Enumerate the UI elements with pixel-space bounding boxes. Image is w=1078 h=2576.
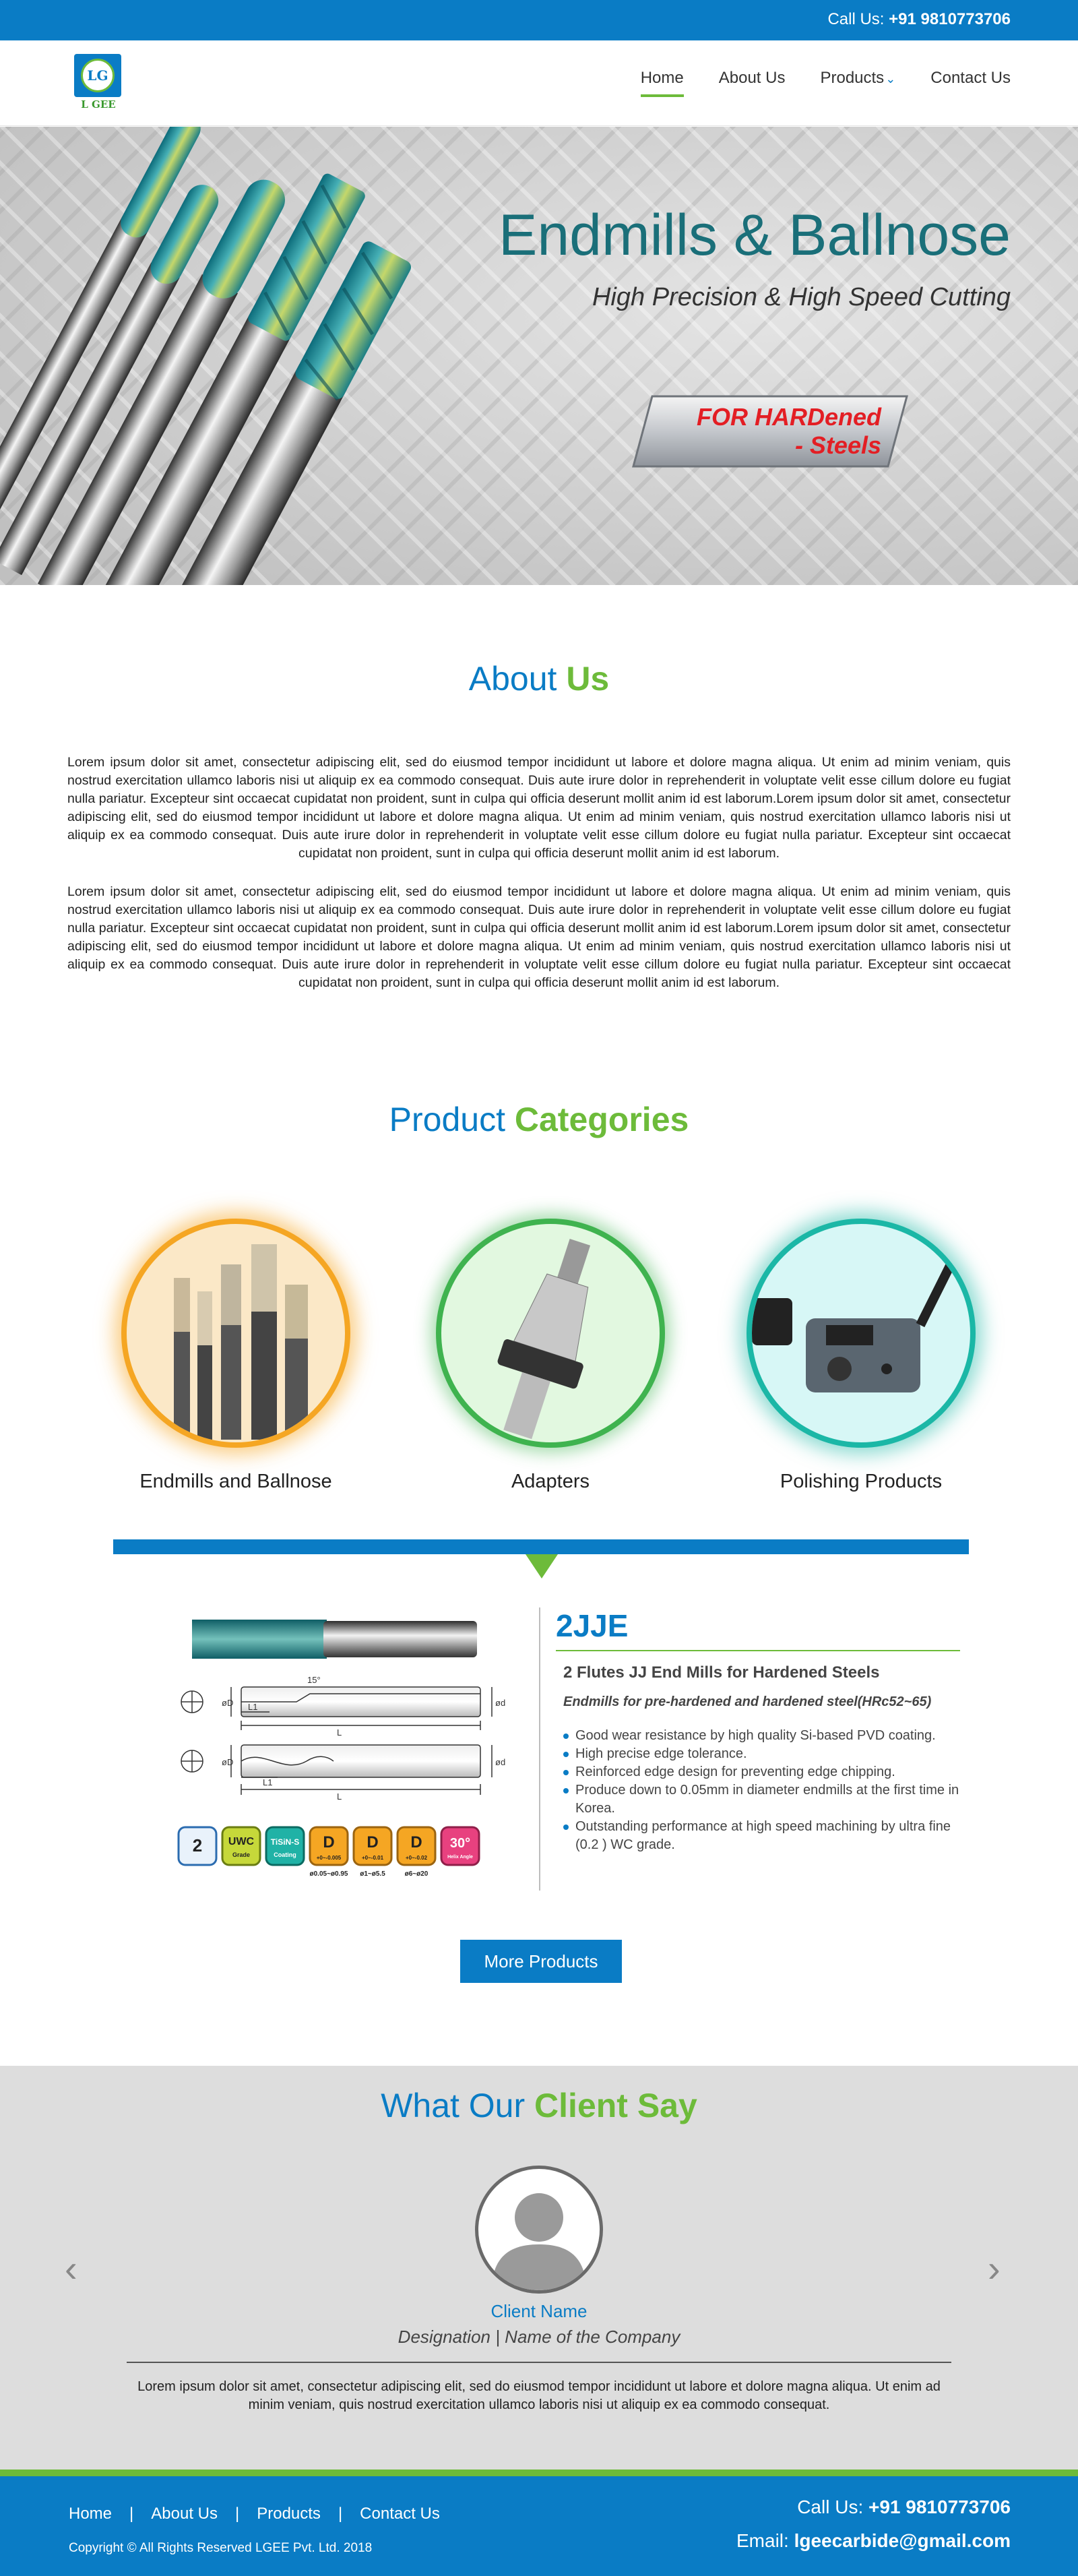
icon-flutes-label: 2 xyxy=(192,1835,203,1856)
footer-link-home[interactable]: Home xyxy=(69,2505,113,2523)
footer-link-about-us[interactable]: About Us xyxy=(151,2505,218,2523)
testimonials-title-b: Client Say xyxy=(534,2087,697,2124)
icon-tol-3-label: D xyxy=(410,1833,422,1851)
hero-subtitle: High Precision & High Speed Cutting xyxy=(592,283,1011,311)
site-logo[interactable] xyxy=(74,54,123,116)
dim-d-label-1: ød xyxy=(495,1698,506,1708)
icon-tol-1-label: D xyxy=(323,1833,335,1851)
product-feature-item: Reinforced edge design for preventing edge chipping. xyxy=(563,1763,961,1781)
nav-products[interactable] xyxy=(820,69,895,97)
testimonials-title xyxy=(0,2086,1078,2125)
client-avatar xyxy=(475,2166,603,2294)
nav-contact-us[interactable]: Contact Us xyxy=(930,69,1011,87)
nav-about-us[interactable]: About Us xyxy=(718,69,786,87)
nav-products-label: Products xyxy=(820,69,885,87)
footer-call-label: Call Us: xyxy=(797,2496,864,2517)
dim-L-label-1: L xyxy=(337,1727,342,1738)
product-feature-item: Outstanding performance at high speed machining by ultra fine (0.2 ) WC grade. xyxy=(563,1818,961,1854)
footer-link-products[interactable]: Products xyxy=(257,2505,321,2523)
category-adapters-label: Adapters xyxy=(511,1471,590,1492)
product-drawing xyxy=(162,1607,539,1891)
about-paragraph-1: Lorem ipsum dolor sit amet, consectetur adipiscing elit, sed do eiusmod tempor incididunt ut labore et dolore magna aliqua. Ut enim ad minim veniam, quis nostrud exercitation ullamco laboris nisi ut aliquip ex ea commodo consequat. Duis aute irure dolor in reprehenderit in voluptate velit esse cillum dolore eu fugiat nulla pariatur. Excepteur sint occaecat cupidatat non proident, sunt in culpa qui officia deserunt mollit anim id est laborum.Lorem ipsum dolor sit amet, consectetur adipiscing elit, sed do eiusmod tempor incididunt ut labore et dolore magna aliqua. Ut enim ad minim veniam, quis nostrud exercitation ullamco laboris nisi ut aliquip ex ea commodo consequat. Duis aute irure dolor in reprehenderit in voluptate velit esse cillum dolore eu fugiat nulla pariatur. Excepteur sint occaecat cupidatat non proident, sunt in culpa qui officia deserunt mollit anim id est laborum. xyxy=(67,755,1011,861)
user-silhouette-icon xyxy=(478,2169,600,2290)
dim-D-label-1: øD xyxy=(222,1698,234,1708)
nav-home[interactable]: Home xyxy=(641,69,684,97)
product-feature-item: Good wear resistance by high quality Si-based PVD coating. xyxy=(563,1727,961,1745)
site-footer xyxy=(0,2476,1078,2576)
logo-mark xyxy=(74,54,121,97)
footer-phone-link[interactable]: +91 9810773706 xyxy=(868,2496,1011,2517)
footer-separator: | xyxy=(234,2505,240,2523)
hero-endmills-image xyxy=(0,127,526,585)
top-call xyxy=(827,10,1011,29)
testimonials-title-a: What Our xyxy=(381,2087,526,2124)
testimonial-divider xyxy=(127,2362,951,2363)
icon-tol-2-cap: ø1~ø5.5 xyxy=(360,1870,385,1878)
about-paragraph-2: Lorem ipsum dolor sit amet, consectetur adipiscing elit, sed do eiusmod tempor incididunt ut labore et dolore magna aliqua. Ut enim ad minim veniam, quis nostrud exercitation ullamco laboris nisi ut aliquip ex ea commodo consequat. Duis aute irure dolor in reprehenderit in voluptate velit esse cillum dolore eu fugiat nulla pariatur. Excepteur sint occaecat cupidatat non proident, sunt in culpa qui officia deserunt mollit anim id est laborum.Lorem ipsum dolor sit amet, consectetur adipiscing elit, sed do eiusmod tempor incididunt ut labore et dolore magna aliqua. Ut enim ad minim veniam, quis nostrud exercitation ullamco laboris nisi ut aliquip ex ea commodo consequat. Duis aute irure dolor in reprehenderit in voluptate velit esse cillum dolore eu fugiat nulla pariatur. Excepteur sint occaecat cupidatat non proident, sunt in culpa qui officia deserunt mollit anim id est laborum. xyxy=(67,884,1011,990)
product-band-pointer xyxy=(526,1554,558,1578)
categories-title-a: Product xyxy=(389,1101,505,1138)
product-divider xyxy=(539,1607,540,1891)
chevron-left-icon[interactable]: ‹ xyxy=(65,2247,77,2290)
category-polishing-image xyxy=(747,1219,976,1448)
category-adapters[interactable] xyxy=(429,1219,672,1493)
top-phone-link[interactable]: +91 9810773706 xyxy=(889,10,1011,28)
footer-accent-strip xyxy=(0,2470,1078,2476)
hero-title: Endmills & Ballnose xyxy=(498,203,1011,268)
footer-call xyxy=(797,2496,1011,2518)
categories-title-b: Categories xyxy=(514,1101,689,1138)
logo-text: L GEE xyxy=(81,98,116,111)
product-feature-item: High precise edge tolerance. xyxy=(563,1745,961,1763)
dim-D-label-2: øD xyxy=(222,1757,234,1767)
dim-L1-label-1: L1 xyxy=(248,1702,258,1712)
footer-separator: | xyxy=(338,2505,343,2523)
icon-helix-sub: Helix Angle xyxy=(447,1855,473,1860)
category-endmills-label: Endmills and Ballnose xyxy=(139,1471,332,1492)
product-heading: 2 Flutes JJ End Mills for Hardened Steels xyxy=(563,1663,880,1682)
footer-email xyxy=(736,2530,1011,2552)
category-endmills[interactable] xyxy=(115,1219,357,1493)
chevron-right-icon[interactable]: › xyxy=(988,2247,1001,2290)
icon-tol-2-label: D xyxy=(367,1833,379,1851)
category-polishing[interactable] xyxy=(740,1219,982,1493)
category-adapters-image xyxy=(436,1219,665,1448)
icon-tisin-label: TiSiN-S xyxy=(270,1837,300,1847)
category-endmills-image xyxy=(121,1219,350,1448)
footer-email-link[interactable]: lgeecarbide@gmail.com xyxy=(794,2530,1011,2551)
footer-email-label: Email: xyxy=(736,2530,789,2551)
dim-angle-label: 15° xyxy=(307,1675,321,1685)
about-title-a: About xyxy=(468,660,557,698)
icon-tol-1-sub: +0~-0.005 xyxy=(316,1855,342,1861)
top-call-label: Call Us: xyxy=(827,10,885,28)
about-title-b: Us xyxy=(566,660,610,698)
icon-tol-3-cap: ø6~ø20 xyxy=(404,1870,429,1878)
copyright-text: Copyright © All Rights Reserved LGEE Pvt. Ltd. 2018 xyxy=(69,2541,373,2555)
footer-separator: | xyxy=(129,2505,134,2523)
client-name: Client Name xyxy=(490,2301,588,2321)
product-code-underline xyxy=(556,1650,960,1651)
product-feature-item: Produce down to 0.05mm in diameter endmills at the first time in Korea. xyxy=(563,1781,961,1818)
icon-tol-1-cap: ø0.05~ø0.95 xyxy=(309,1870,348,1878)
hero-banner xyxy=(0,127,1078,585)
product-band xyxy=(113,1539,969,1554)
icon-uwc-sub: Grade xyxy=(232,1851,251,1858)
badge-text xyxy=(632,395,908,468)
site-header xyxy=(0,40,1078,126)
icon-helix-label: 30° xyxy=(449,1836,471,1851)
product-features xyxy=(563,1727,961,1854)
category-polishing-label: Polishing Products xyxy=(780,1471,943,1492)
footer-link-contact-us[interactable]: Contact Us xyxy=(360,2505,440,2523)
product-subheading: Endmills for pre-hardened and hardened steel(HRc52~65) xyxy=(563,1694,932,1709)
about-title xyxy=(0,659,1078,698)
icon-uwc-label: UWC xyxy=(228,1836,255,1847)
product-code: 2JJE xyxy=(556,1608,629,1643)
hardened-steels-badge xyxy=(632,395,908,468)
badge-line1: FOR HARDened xyxy=(696,403,881,431)
dim-L-label-2: L xyxy=(337,1791,342,1802)
badge-line2: - Steels xyxy=(794,431,881,459)
dim-L1-label-2: L1 xyxy=(263,1777,273,1787)
icon-tol-2-sub: +0~-0.01 xyxy=(361,1855,384,1861)
more-products-button[interactable]: More Products xyxy=(460,1940,622,1983)
top-contact-bar xyxy=(0,0,1078,40)
chevron-down-icon: ⌄ xyxy=(885,72,896,86)
client-designation: Designation | Name of the Company xyxy=(398,2327,680,2347)
icon-tisin-sub: Coating xyxy=(274,1851,296,1858)
footer-nav xyxy=(69,2505,440,2523)
icon-tol-3-sub: +0~-0.02 xyxy=(405,1855,428,1861)
main-nav xyxy=(641,69,1011,97)
dim-d-label-2: ød xyxy=(495,1757,506,1767)
categories-title xyxy=(0,1100,1078,1139)
logo-icon: LG xyxy=(81,59,115,92)
testimonial-text: Lorem ipsum dolor sit amet, consectetur adipiscing elit, sed do eiusmod tempor incididunt ut labore et dolore magna aliqua. Ut enim ad minim veniam, quis nostrud exercitation ullamco laboris nisi ut aliquip ex ea commodo consequat. xyxy=(137,2379,941,2412)
